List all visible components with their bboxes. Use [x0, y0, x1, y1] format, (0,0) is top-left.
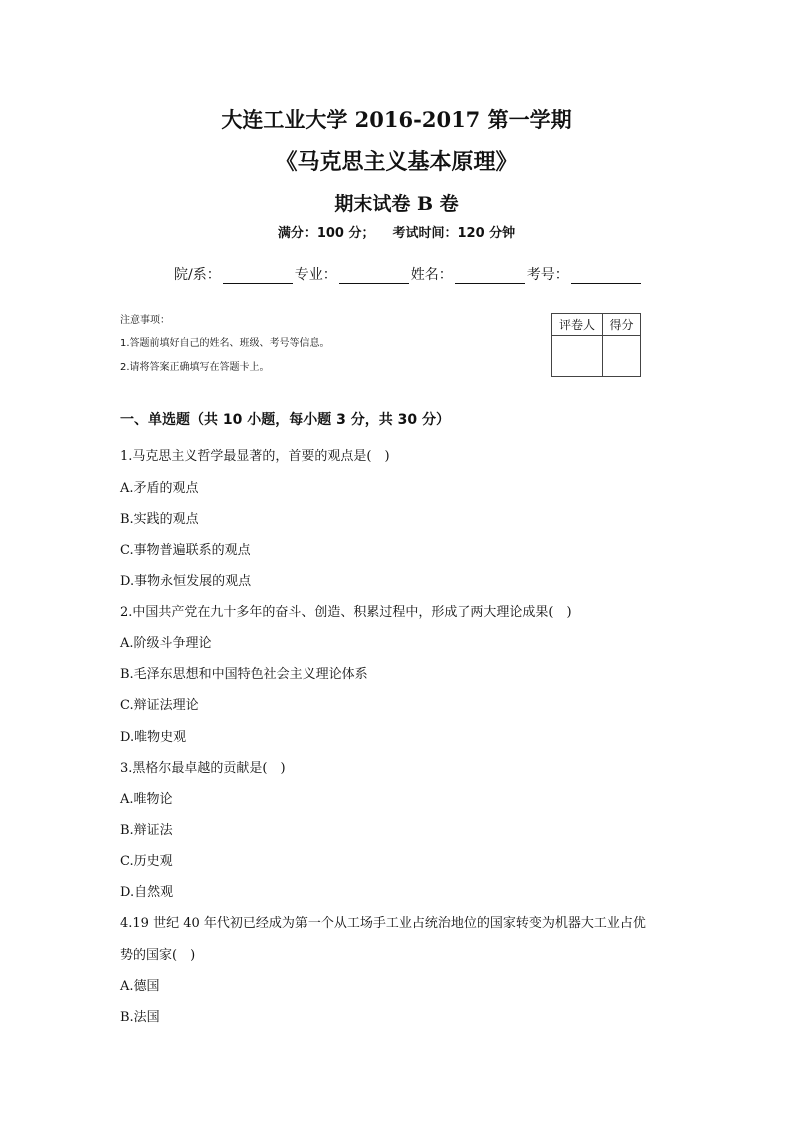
question-4: 4.19 世纪 40 年代初已经成为第一个从工场手工业占统治地位的国家转变为机器大工业占优 [120, 916, 646, 931]
student-info-fields [174, 264, 643, 284]
option-line: C.历史观 [120, 854, 173, 869]
full-score: 满分：100 分； [277, 226, 375, 241]
grader-header: 评卷人 [552, 314, 603, 336]
grading-table [551, 313, 641, 377]
option-line: C.事物普遍联系的观点 [120, 543, 251, 558]
option-line: B.实践的观点 [120, 512, 199, 527]
section-title: 一、单选题（共 10 小题，每小题 3 分，共 30 分） [120, 412, 450, 428]
option-line: D.事物永恒发展的观点 [120, 574, 252, 589]
option-line: B.法国 [120, 1010, 160, 1025]
name-blank[interactable] [455, 269, 525, 284]
option-line: A.阶级斗争理论 [120, 636, 212, 651]
question-4-cont: 势的国家( ) [120, 948, 196, 963]
option-line: B.辩证法 [120, 823, 173, 838]
major-label: 专业： [294, 267, 337, 283]
option-line: B.毛泽东思想和中国特色社会主义理论体系 [120, 667, 368, 682]
question-1: 1.马克思主义哲学最显著的，首要的观点是( ) [120, 449, 390, 464]
option-line: D.唯物史观 [120, 730, 187, 745]
college-label: 院/系： [174, 267, 221, 283]
question-3: 3.黑格尔最卓越的贡献是( ) [120, 761, 286, 776]
major-blank[interactable] [339, 269, 409, 284]
college-blank[interactable] [223, 269, 293, 284]
score-header: 得分 [603, 314, 641, 336]
id-blank[interactable] [571, 269, 641, 284]
course-title: 《马克思主义基本原理》 [275, 149, 518, 175]
option-line: A.德国 [120, 979, 160, 994]
notes-title: 注意事项： [120, 315, 170, 326]
id-label: 考号： [526, 267, 569, 283]
university-title: 大连工业大学 2016-2017 第一学期 [221, 107, 572, 132]
exam-time: 考试时间：120 分钟 [392, 226, 516, 241]
question-2: 2.中国共产党在九十多年的奋斗、创造、积累过程中，形成了两大理论成果( ) [120, 605, 572, 620]
option-line: A.矛盾的观点 [120, 481, 199, 496]
notes-item: 2.请将答案正确填写在答题卡上。 [120, 362, 270, 373]
exam-title: 期末试卷 B 卷 [334, 193, 459, 215]
grader-cell [552, 336, 603, 377]
name-label: 姓名： [410, 267, 453, 283]
exam-info [0, 222, 793, 241]
notes-item: 1.答题前填好自己的姓名、班级、考号等信息。 [120, 338, 330, 349]
option-line: A.唯物论 [120, 792, 173, 807]
score-cell [603, 336, 641, 377]
option-line: C.辩证法理论 [120, 698, 199, 713]
option-line: D.自然观 [120, 885, 174, 900]
